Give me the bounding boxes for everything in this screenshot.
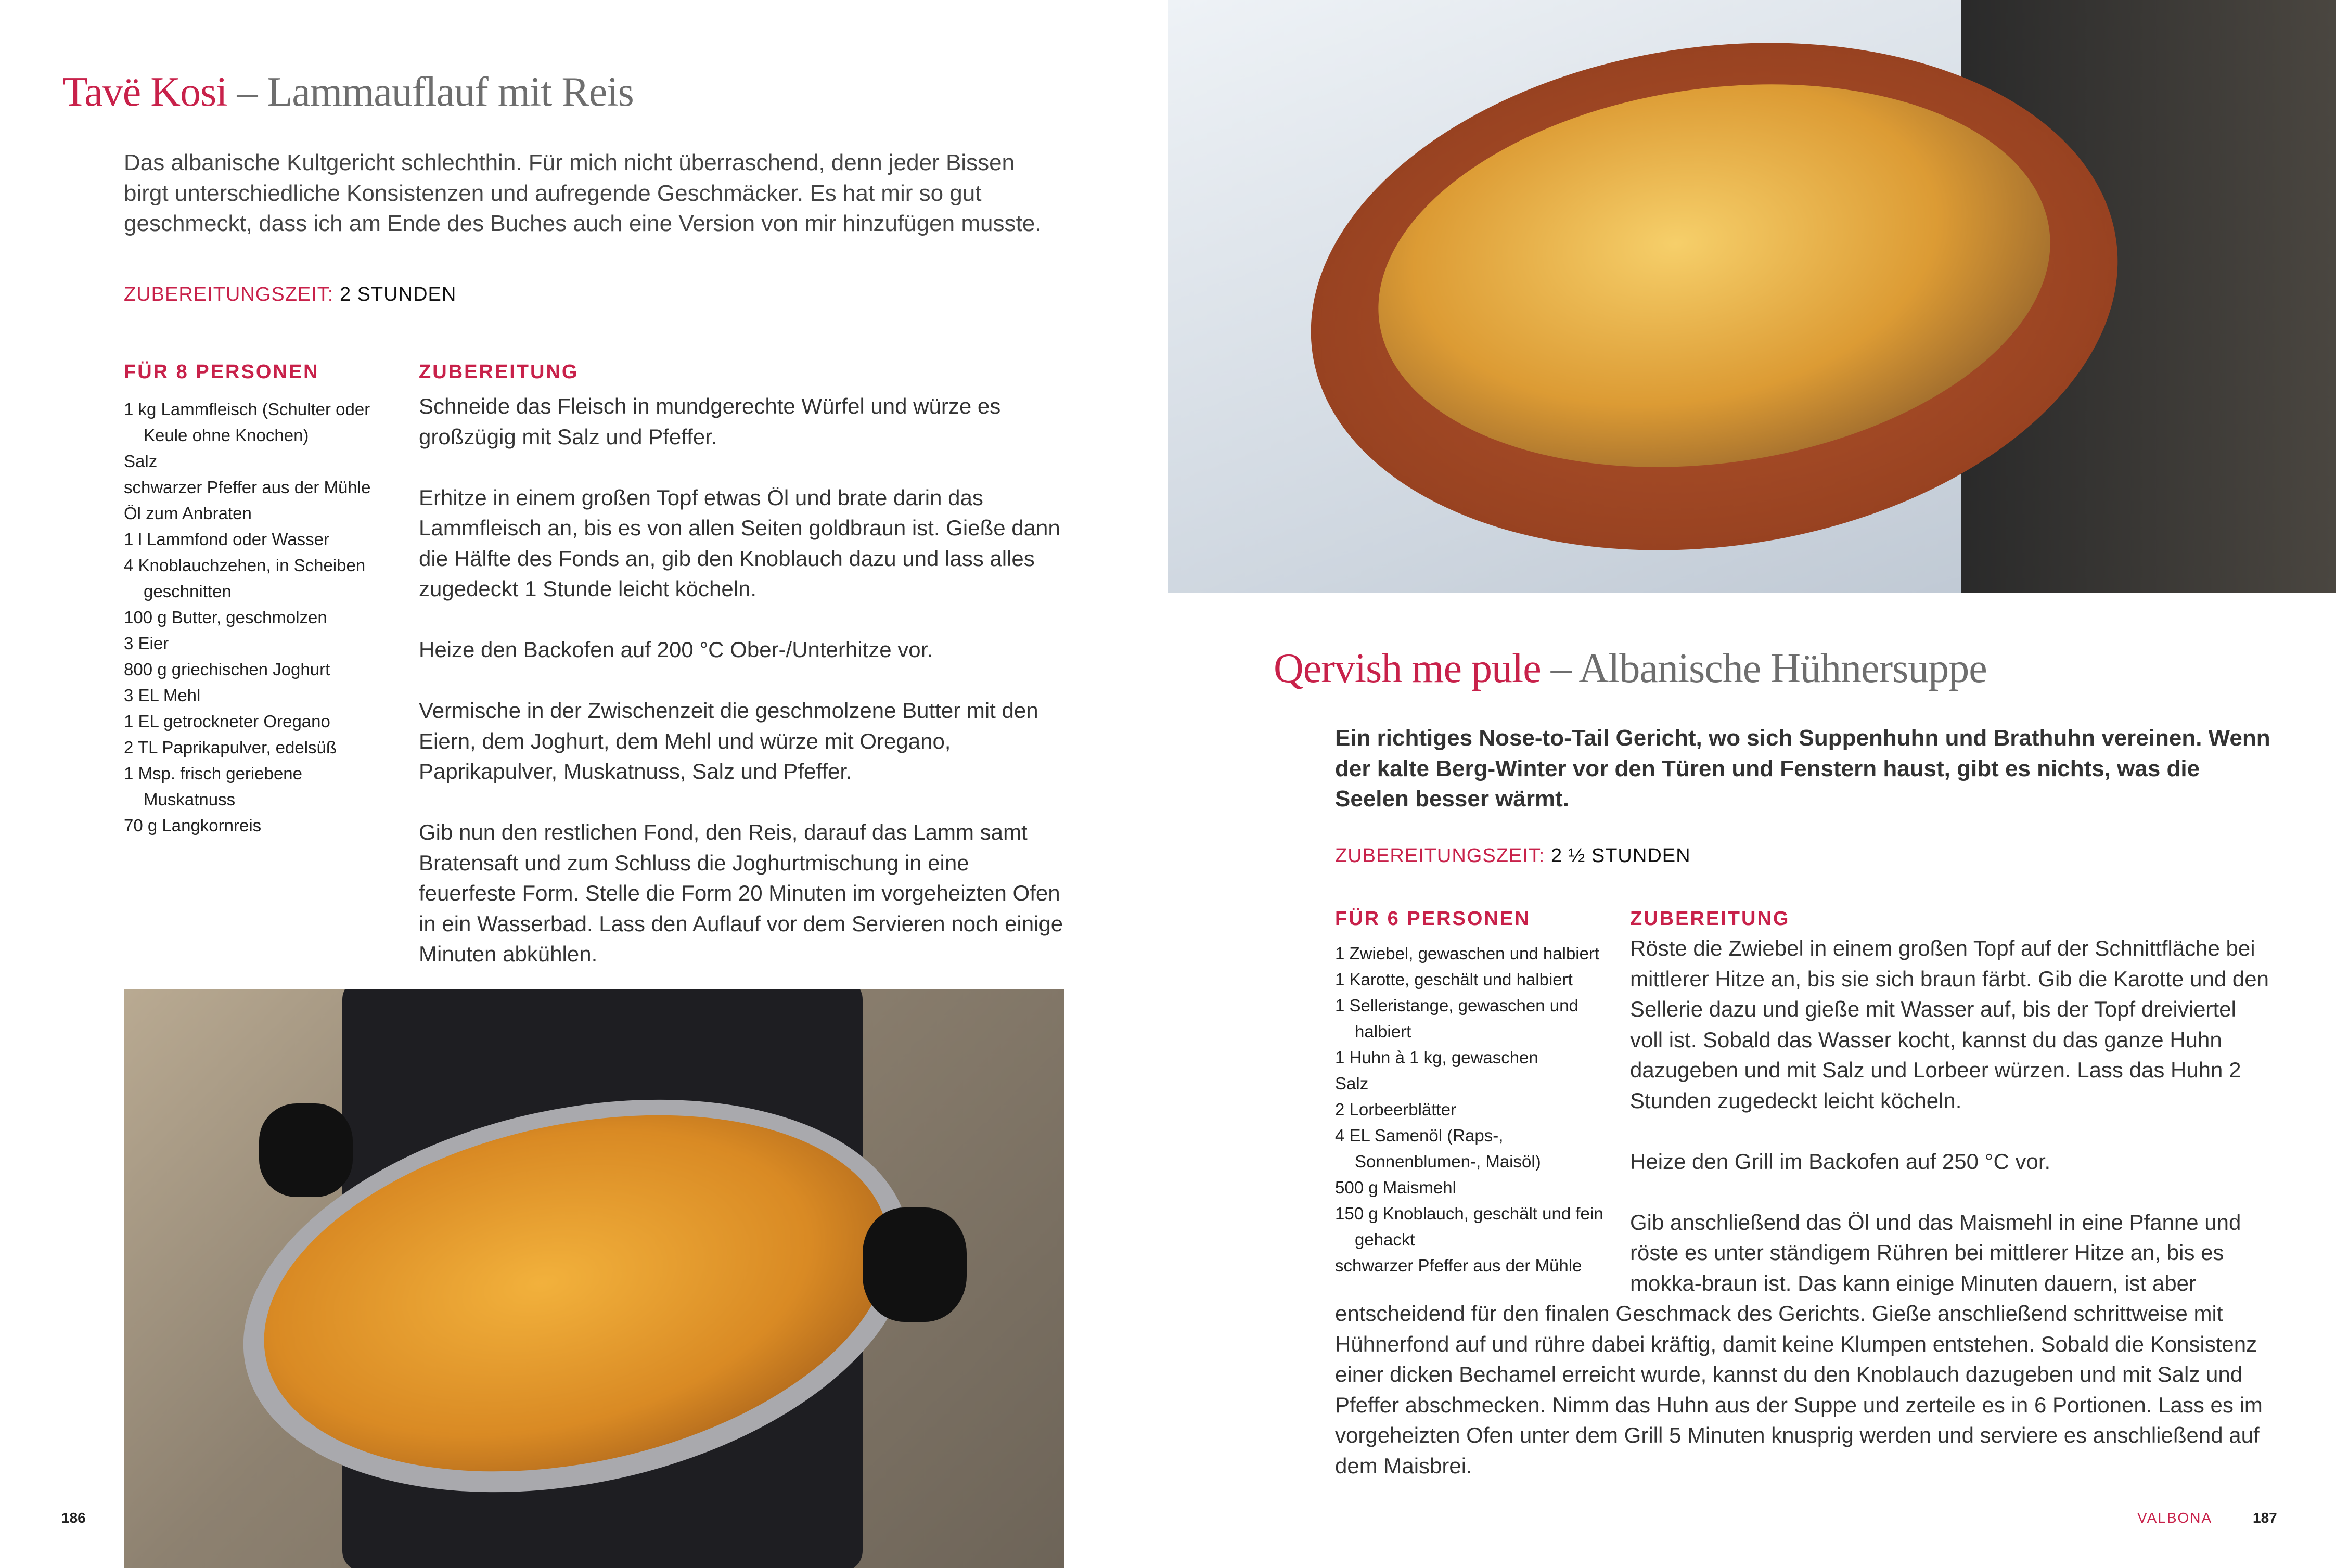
recipe-title-right (1274, 645, 1987, 692)
prep-steps-left (419, 391, 1067, 1000)
gloved-hand-right (863, 1207, 967, 1322)
ingredient-item: Salz (1335, 1074, 1369, 1093)
ingredient-item: 1 Karotte, geschält und halbiert (1335, 970, 1573, 989)
prep-time-value: 2 ½ STUNDEN (1550, 845, 1691, 867)
ingredient-item: 2 TL Paprikapulver, edelsüß (124, 738, 337, 757)
ingredient-item: Öl zum Anbraten (124, 504, 252, 523)
recipe-body-right (1335, 908, 2271, 1512)
ingredients-list-right (1335, 941, 1630, 1279)
ingredient-item: 1 Huhn à 1 kg, gewaschen (1335, 1048, 1538, 1067)
ingredient-item: 4 Knoblauchzehen, in Scheiben geschnitten (124, 556, 366, 601)
photo-tave-kosi (124, 989, 1064, 1568)
ingredient-item: 100 g Butter, geschmolzen (124, 608, 327, 627)
prep-heading-left: ZUBEREITUNG (419, 361, 579, 383)
page-number-left: 186 (61, 1510, 86, 1526)
prep-time-label: ZUBEREITUNGSZEIT: (1335, 845, 1545, 867)
prep-heading-right: ZUBEREITUNG (1630, 908, 1790, 930)
page-number-right: 187 (2253, 1510, 2277, 1526)
ingredient-item: 1 EL getrockneter Oregano (124, 712, 330, 731)
ingredient-item: 3 EL Mehl (124, 686, 201, 705)
ingredients-column-right (1335, 908, 1630, 1282)
gloved-hand-left (259, 1103, 353, 1197)
ingredients-heading-right: FÜR 6 PERSONEN (1335, 908, 1531, 930)
prep-step: Heize den Backofen auf 200 °C Ober-/Unterhitze vor. (419, 637, 933, 662)
title-separator: – (1541, 646, 1579, 691)
prep-time-right (1335, 845, 1691, 867)
ingredient-item: 1 kg Lammfleisch (Schulter oder Keule ohne Knochen) (124, 400, 370, 445)
title-separator: – (227, 69, 267, 115)
prep-step: Gib anschließend das Öl und das Maismehl in eine Pfanne und röste es unter ständigem Rühren bei mittlerer Hitze an, bis es mokka-braun ist. Das kann einige Minuten dauern, ist aber entscheidend für den finalen Geschmack des Gerichts. Gieße anschließend schrittweise mit Hühnerfond auf und rühre dabei kräftig, damit keine Klumpen entstehen. Sobald die Konsistenz einer dicken Bechamel erreicht wurde, kannst du den Knoblauch dazugeben und mit Salz und Pfeffer abschmecken. Nimm das Huhn aus der Suppe und zerteile es in 6 Portionen. Lass es im vorgeheizten Ofen unter dem Grill 5 Minuten knusprig werden und serviere es anschließend auf dem Maisbrei. (1335, 1210, 2263, 1478)
photo-qervish (1168, 0, 2336, 593)
recipe-title-left (62, 69, 634, 116)
recipe-subtitle: Albanische Hühnersuppe (1578, 646, 1987, 691)
ingredient-item: 800 g griechischen Joghurt (124, 660, 330, 679)
recipe-name: Tavë Kosi (62, 69, 227, 115)
ingredient-item: 3 Eier (124, 634, 169, 653)
ingredient-item: schwarzer Pfeffer aus der Mühle (124, 478, 371, 497)
ingredient-item: Salz (124, 452, 158, 471)
ingredient-item: 1 l Lammfond oder Wasser (124, 530, 329, 549)
intro-text-left: Das albanische Kultgericht schlechthin. Für mich nicht überraschend, denn jeder Bissen birgt unterschiedliche Konsistenzen und aufregende Geschmäcker. Es hat mir so gut geschmeckt, dass ich am Ende des Buches auch eine Version von mir hinzufügen musste. (124, 150, 1042, 236)
prep-step: Röste die Zwiebel in einem großen Topf auf der Schnittfläche bei mittlerer Hitze an, bis sie sich braun färbt. Gib die Karotte und den Sellerie dazu und gieße mit Wasser auf, bis der Topf dreiviertel voll ist. Sobald das Wasser kocht, kannst du das ganze Huhn dazugeben und mit Salz und Lorbeer würzen. Lass das Huhn 2 Stunden zugedeckt leicht köcheln. (1630, 936, 2269, 1113)
intro-text-right: Ein richtiges Nose-to-Tail Gericht, wo sich Suppenhuhn und Brathuhn vereinen. Wenn der kalte Berg-Winter vor den Türen und Fenstern haust, gibt es nichts, was die Seelen besser wärmt. (1335, 725, 2270, 812)
ingredient-item: 70 g Langkornreis (124, 816, 262, 835)
ingredient-item: 4 EL Samenöl (Raps-, Sonnenblumen-, Maisöl) (1335, 1126, 1541, 1171)
ingredient-item: 1 Msp. frisch geriebene Muskatnuss (124, 764, 303, 809)
ingredient-item: 1 Zwiebel, gewaschen und halbiert (1335, 944, 1600, 963)
prep-time-label: ZUBEREITUNGSZEIT: (124, 284, 334, 305)
prep-step: Heize den Grill im Backofen auf 250 °C vor. (1630, 1149, 2051, 1174)
section-name: VALBONA (2137, 1510, 2213, 1526)
prep-step: Vermische in der Zwischenzeit die geschmolzene Butter mit den Eiern, dem Joghurt, dem Mehl und würze mit Oregano, Paprikapulver, Muskatnuss, Salz und Pfeffer. (419, 698, 1038, 783)
prep-step: Schneide das Fleisch in mundgerechte Würfel und würze es großzügig mit Salz und Pfeffer. (419, 394, 1001, 449)
ingredient-item: 1 Selleristange, gewaschen und halbiert (1335, 996, 1578, 1041)
prep-step: Erhitze in einem großen Topf etwas Öl und brate darin das Lammfleisch an, bis es von allen Seiten goldbraun ist. Gieße dann die Hälfte des Fonds an, gib den Knoblauch dazu und lass alles zugedeckt 1 Stunde leicht köcheln. (419, 485, 1060, 601)
ingredient-item: schwarzer Pfeffer aus der Mühle (1335, 1256, 1582, 1275)
ingredient-item: 2 Lorbeerblätter (1335, 1100, 1456, 1119)
recipe-name: Qervish me pule (1274, 646, 1541, 691)
prep-step: Gib nun den restlichen Fond, den Reis, darauf das Lamm samt Bratensaft und zum Schluss die Joghurtmischung in eine feuerfeste Form. Stelle die Form 20 Minuten im vorgeheizten Ofen in ein Wasserbad. Lass den Auflauf vor dem Servieren noch einige Minuten abkühlen. (419, 820, 1063, 966)
prep-time-left (124, 284, 456, 306)
ingredient-item: 150 g Knoblauch, geschält und fein gehackt (1335, 1204, 1603, 1249)
ingredients-heading-left: FÜR 8 PERSONEN (124, 361, 319, 383)
ingredients-list-left (124, 396, 384, 839)
ingredient-item: 500 g Maismehl (1335, 1178, 1456, 1197)
recipe-subtitle: Lammauflauf mit Reis (267, 69, 634, 115)
prep-time-value: 2 STUNDEN (339, 284, 457, 305)
